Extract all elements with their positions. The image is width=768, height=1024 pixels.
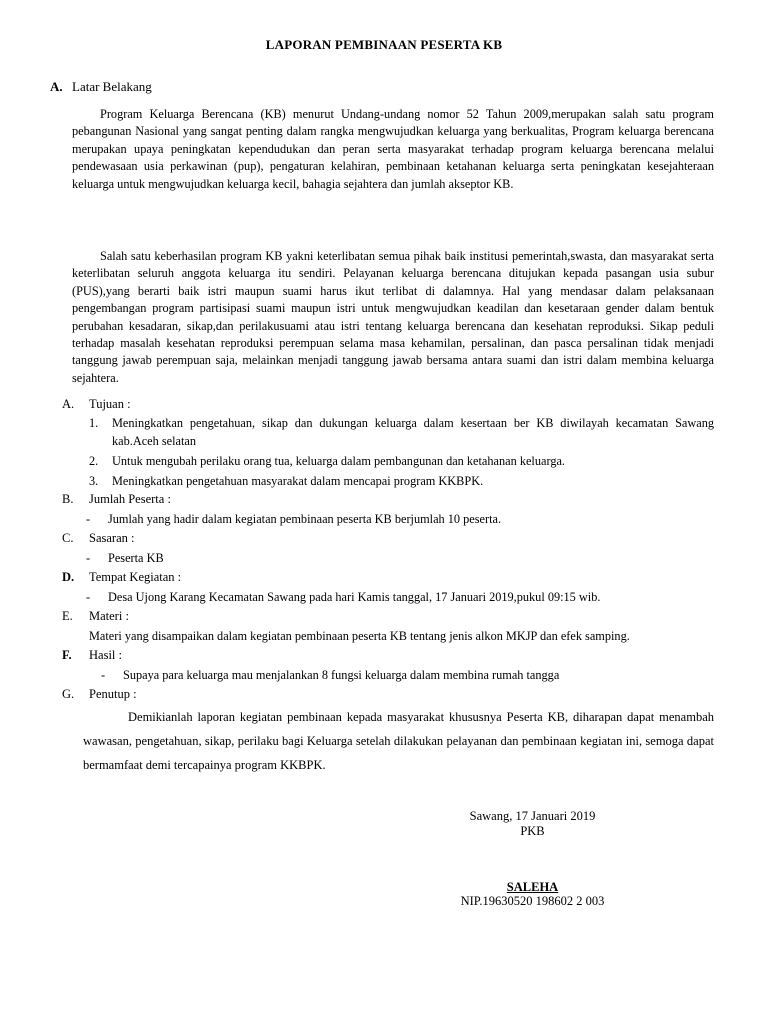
- materi-text: Materi yang disampaikan dalam kegiatan pembinaan peserta KB tentang jenis alkon MKJP dan efek samping.: [89, 629, 630, 643]
- sasaran-heading: C. Sasaran :: [62, 531, 135, 545]
- list-item: 3. Meningkatkan pengetahuan masyarakat dalam mencapai program KKBPK.: [89, 474, 484, 488]
- sasaran-item: - Peserta KB: [86, 551, 164, 565]
- penutup-paragraph: Demikianlah laporan kegiatan pembinaan kepada masyarakat khususnya Peserta KB, diharapan dapat menambah wawasan, pengetahuan, sikap, perilaku bagi Keluarga setelah dilakukan pelayanan dan pembinaan kegiatan ini, semoga dapat bermamfaat demi tercapainya program KKBPK.: [83, 710, 714, 772]
- tempat-item: - Desa Ujong Karang Kecamatan Sawang pada hari Kamis tanggal, 17 Januari 2019,pukul 09:15 wib.: [86, 590, 601, 604]
- jumlah-item: - Jumlah yang hadir dalam kegiatan pembinaan peserta KB berjumlah 10 peserta.: [86, 512, 502, 526]
- tujuan-heading: A. Tujuan :: [62, 397, 131, 411]
- penutup-heading: G. Penutup :: [62, 687, 137, 701]
- section-letter: A.: [50, 79, 63, 94]
- document-title: LAPORAN PEMBINAAN PESERTA KB: [265, 37, 503, 52]
- section-heading: Latar Belakang: [72, 79, 152, 94]
- signature-name: SALEHA: [506, 880, 559, 894]
- jumlah-heading: B. Jumlah Peserta :: [62, 492, 171, 506]
- list-item: 2. Untuk mengubah perilaku orang tua, keluarga dalam pembangunan dan ketahanan keluarga.: [89, 454, 566, 468]
- signature-date: Sawang, 17 Januari 2019: [469, 809, 596, 823]
- hasil-heading: F. Hasil :: [62, 648, 122, 662]
- tujuan-list: [89, 414, 714, 490]
- materi-heading: E. Materi :: [62, 609, 129, 623]
- signature-nip: NIP.19630520 198602 2 003: [460, 894, 605, 908]
- signature-role: PKB: [520, 824, 545, 838]
- latar-belakang-heading: [50, 79, 152, 95]
- tempat-heading: D. Tempat Kegiatan :: [62, 570, 182, 584]
- hasil-item: - Supaya para keluarga mau menjalankan 8 fungsi keluarga dalam membina rumah tangga: [101, 668, 560, 682]
- latar-paragraph-2: Salah satu keberhasilan program KB yakni keterlibatan semua pihak baik institusi pemerintah,swasta, dan masyarakat serta keterlibatan seluruh anggota keluarga itu sendiri. Pelayanan keluarga berencana ditujukan kepada pasangan usia subur (PUS),yang berarti baik istri maupun suami harus ikut terlibat di dalamnya. Hal yang mendasar dalam pelaksanaan pengembangan program partisipasi suami maupun istri untuk mengwujudkan keadilan dan kesetaraan gender dalam bentuk perubahan kesadaran, sikap,dan perilakusuami atau istri tentang keluarga berencana dan kesehatan reproduksi. Sikap peduli terhadap masalah kesehatan reproduksi perempuan selama masa kehamilan, persalinan, dan pasca persalinan tidak menjadi tanggung jawab perempuan saja, melainkan menjadi tanggung jawab bersama antara suami dan istri dalam membina keluarga sejahtera.: [72, 249, 714, 385]
- list-item: 1. Meningkatkan pengetahuan, sikap dan dukungan keluarga dalam kesertaan ber KB diwilayah kecamatan Sawang kab.Aceh selatan: [89, 416, 714, 448]
- latar-paragraph-1: Program Keluarga Berencana (KB) menurut Undang-undang nomor 52 Tahun 2009,merupakan salah satu program pebangunan Nasional yang sangat penting dalam rangka mengwujudkan keluarga yang berkualitas, Program keluarga berencana merupakan upaya peningkatan kependudukan dan peran serta masyarakat terhadap program keluarga berencana melalui pendewasaan usia perkawinan (pup), pengaturan kelahiran, pembinaan ketahanan keluarga serta peningkatan kesejahteraan keluarga untuk mengwujudkan keluarga kecil, bahagia sejahtera dan jumlah akseptor KB.: [72, 107, 714, 191]
